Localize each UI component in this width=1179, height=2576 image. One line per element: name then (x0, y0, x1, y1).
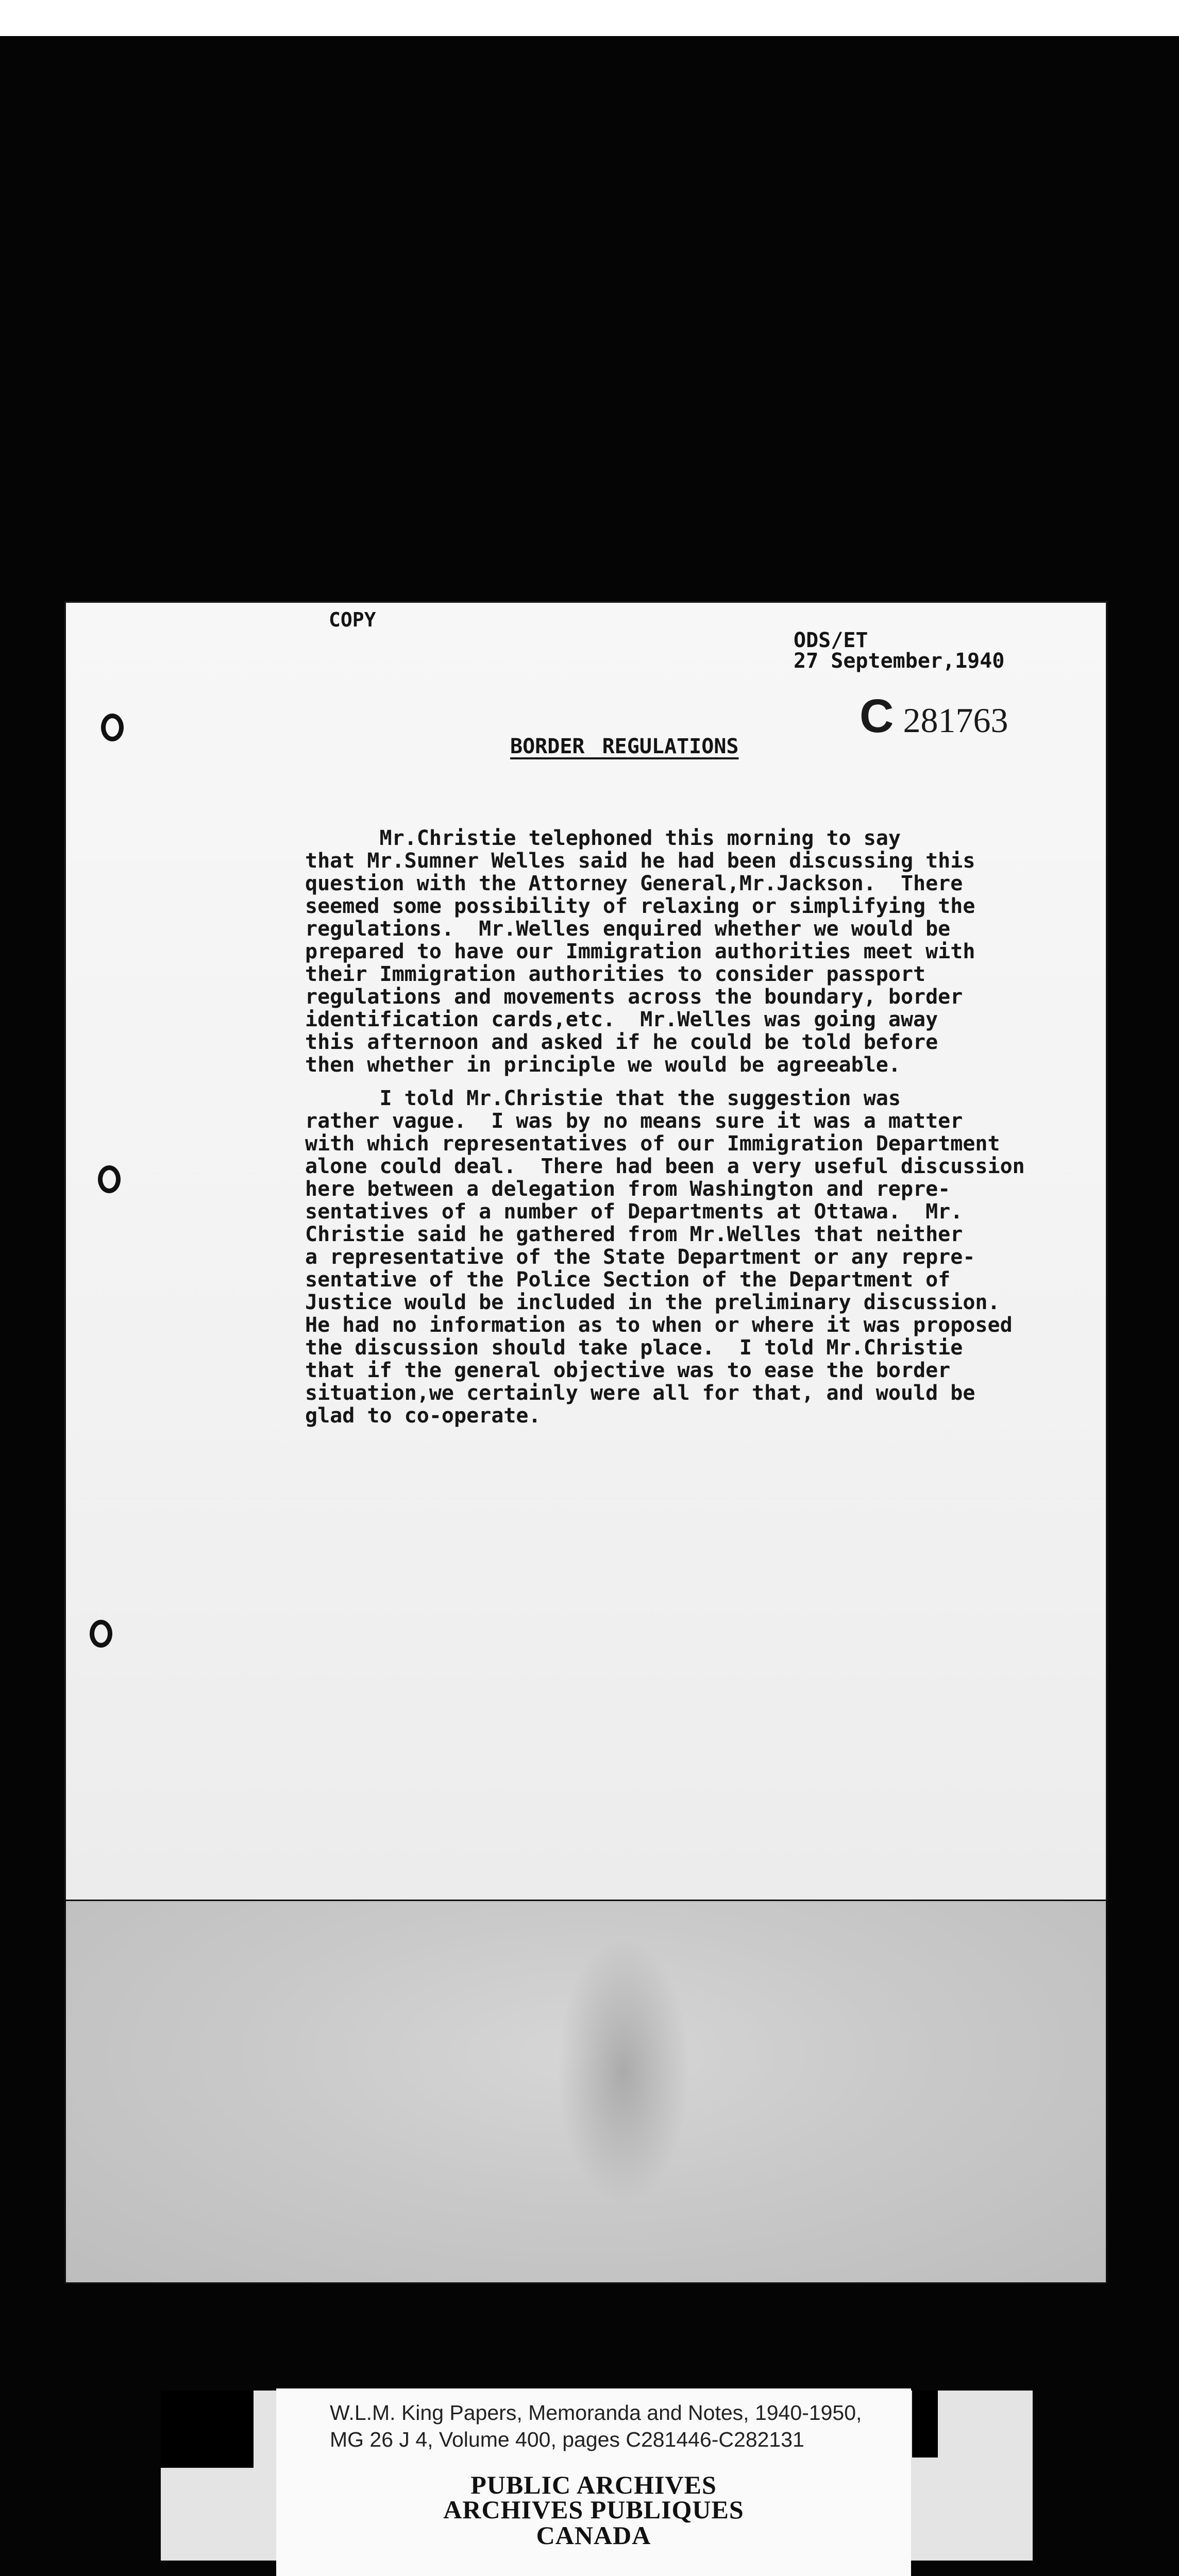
text-line: seemed some possibility of relaxing or simplifying the (305, 894, 975, 918)
text-line: that Mr.Sumner Welles said he had been discussing this (305, 849, 975, 873)
top-white-strip (0, 0, 1179, 36)
label-tab-right (912, 2391, 938, 2458)
label-tab-left (161, 2391, 254, 2468)
text-line: rather vague. I was by no means sure it was a matter (305, 1109, 963, 1133)
text-line: this afternoon and asked if he could be told before (305, 1030, 938, 1054)
text-line: situation,we certainly were all for that, and would be (305, 1381, 975, 1405)
text-line: sentatives of a number of Departments at Ottawa. Mr. (305, 1200, 963, 1224)
text-line: that if the general objective was to ease the border (305, 1359, 951, 1382)
c-prefix: C (860, 690, 894, 742)
text-line: identification cards,etc. Mr.Welles was going away (305, 1008, 938, 1031)
text-line: question with the Attorney General,Mr.Jackson. There (305, 872, 963, 895)
text-line: the discussion should take place. I told Mr.Christie (305, 1336, 963, 1360)
archive-stamp-line-3: CANADA (536, 2521, 651, 2550)
text-line: Mr.Christie telephoned this morning to say (305, 826, 901, 850)
text-line: Christie said he gathered from Mr.Welles that neither (305, 1223, 963, 1246)
text-line: their Immigration authorities to consider passport (305, 962, 926, 986)
paragraph-1 (305, 827, 1078, 1076)
document-date: 27 September,1940 (794, 649, 1005, 673)
punch-hole-icon (98, 1165, 121, 1193)
text-line: here between a delegation from Washington and repre- (305, 1177, 951, 1201)
paper-smudge (557, 1937, 690, 2205)
text-line: regulations. Mr.Welles enquired whether we would be (305, 917, 951, 941)
collection-line-2: MG 26 J 4, Volume 400, pages C281446-C282131 (330, 2428, 804, 2451)
text-line: Justice would be included in the preliminary discussion. (305, 1291, 1000, 1314)
text-line: with which representatives of our Immigration Department (305, 1132, 1000, 1156)
punch-hole-icon (101, 714, 124, 741)
archive-page-number (860, 689, 1008, 743)
c-number: 281763 (903, 701, 1008, 740)
punch-hole-icon (90, 1620, 112, 1648)
document-title: BORDER REGULATIONS (510, 735, 739, 758)
text-line: He had no information as to when or where it was proposed (305, 1313, 1013, 1337)
collection-line-1: W.L.M. King Papers, Memoranda and Notes, 1940-1950, (330, 2401, 862, 2425)
paragraph-2 (305, 1087, 1078, 1427)
copy-mark: COPY (329, 608, 376, 631)
archive-stamp-line-2: ARCHIVES PUBLIQUES (443, 2495, 744, 2524)
text-line: glad to co-operate. (305, 1404, 541, 1428)
text-line: a representative of the State Department or any repre- (305, 1245, 975, 1269)
text-line: alone could deal. There had been a very useful discussion (305, 1155, 1025, 1178)
text-line: regulations and movements across the boundary, border (305, 985, 963, 1009)
text-line: sentative of the Police Section of the Department of (305, 1268, 951, 1292)
text-line: I told Mr.Christie that the suggestion was (305, 1087, 901, 1110)
text-line: prepared to have our Immigration authorities meet with (305, 940, 975, 963)
archive-stamp-line-1: PUBLIC ARCHIVES (470, 2470, 717, 2499)
reference-code: ODS/ET (794, 629, 868, 652)
text-line: then whether in principle we would be agreeable. (305, 1053, 901, 1077)
